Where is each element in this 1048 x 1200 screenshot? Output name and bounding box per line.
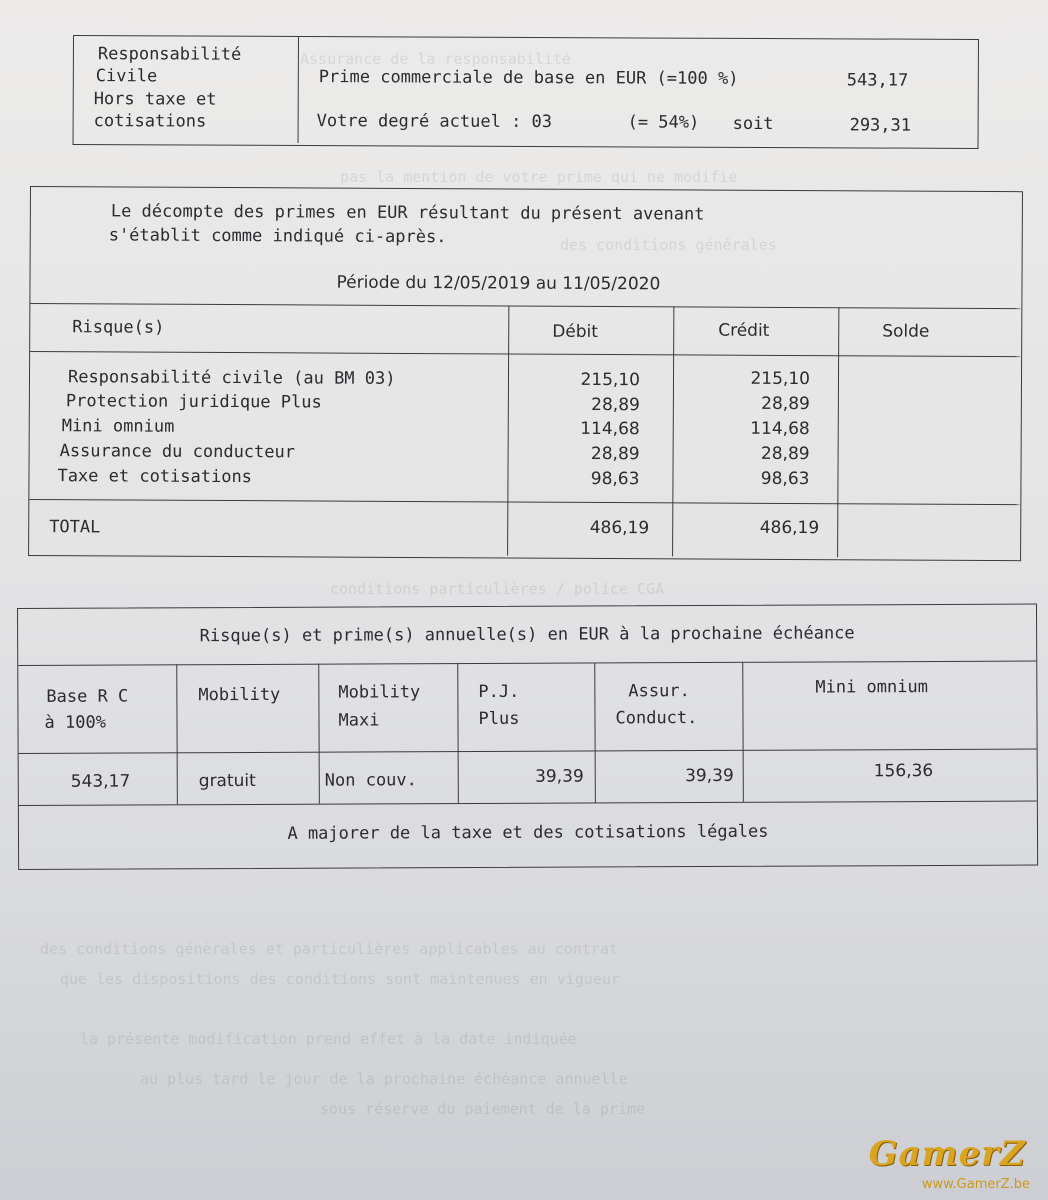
value-mobility-maxi: Non couv. <box>324 770 417 791</box>
total-credit: 486,19 <box>759 517 820 539</box>
col-mobility-maxi-line-2: Maxi <box>338 710 380 731</box>
rc-box <box>73 35 979 149</box>
value-mini-omnium: 156,36 <box>873 761 934 782</box>
decompte-intro-line-2: s'établit comme indiqué ci-après. <box>108 225 447 248</box>
row-debit: 98,63 <box>590 468 640 490</box>
col-base-rc-line-1: Base R C <box>46 686 129 707</box>
annuelles-box <box>17 604 1038 870</box>
row-risque: Protection juridique Plus <box>65 391 322 413</box>
row-risque: Mini omnium <box>61 416 175 437</box>
row-risque: Assurance du conducteur <box>59 441 296 463</box>
col-mobility-maxi-line-1: Mobility <box>338 682 421 703</box>
annuelles-footer: A majorer de la taxe et des cotisations légales <box>287 821 769 844</box>
row-risque: Responsabilité civile (au BM 03) <box>67 367 396 389</box>
rc-label-line-3: Hors taxe et <box>93 89 217 110</box>
decompte-box <box>28 186 1023 561</box>
row-credit: 215,10 <box>750 368 811 390</box>
total-label: TOTAL <box>49 517 101 538</box>
row-debit: 28,89 <box>591 394 640 416</box>
row-credit: 114,68 <box>750 418 810 440</box>
rc-label-line-2: Civile <box>95 66 158 87</box>
value-pj-plus: 39,39 <box>535 766 584 787</box>
header-solde: Solde <box>882 321 930 342</box>
current-degree-label: Votre degré actuel : 03 <box>316 111 553 133</box>
col-assur-conduct-line-2: Conduct. <box>615 708 698 729</box>
row-credit: 98,63 <box>760 468 810 490</box>
annuelles-title: Risque(s) et prime(s) annuelle(s) en EUR à la prochaine échéance <box>199 623 855 647</box>
base-premium-label: Prime commerciale de base en EUR (=100 %) <box>318 67 739 89</box>
value-assur-conduct: 39,39 <box>685 765 734 787</box>
decompte-intro-line-1: Le décompte des primes en EUR résultant du présent avenant <box>110 201 705 225</box>
gamerz-url: www.GamerZ.be <box>921 1177 1030 1192</box>
value-mobility: gratuit <box>198 770 256 792</box>
row-credit: 28,89 <box>761 393 810 415</box>
col-pj-plus-line-2: Plus <box>478 708 520 729</box>
col-base-rc-line-2: à 100% <box>44 712 106 733</box>
col-assur-conduct-line-1: Assur. <box>628 681 690 702</box>
col-mini-omnium: Mini omnium <box>815 677 928 698</box>
current-degree-value: 293,31 <box>849 115 912 136</box>
row-debit: 114,68 <box>580 418 640 440</box>
header-debit: Débit <box>552 321 599 342</box>
total-debit: 486,19 <box>589 517 650 539</box>
value-base-rc: 543,17 <box>70 771 131 792</box>
row-debit: 28,89 <box>590 443 640 465</box>
header-credit: Crédit <box>718 320 770 341</box>
header-risque: Risque(s) <box>72 317 165 338</box>
decompte-periode: Période du 12/05/2019 au 11/05/2020 <box>336 272 661 295</box>
col-mobility: Mobility <box>198 684 281 706</box>
row-credit: 28,89 <box>760 443 810 465</box>
gamerz-logo: GamerZ <box>868 1134 1026 1174</box>
rc-label-line-1: Responsabilité <box>97 44 242 65</box>
row-debit: 215,10 <box>580 369 641 391</box>
rc-label-line-4: cotisations <box>93 111 207 132</box>
col-pj-plus-line-1: P.J. <box>478 681 520 702</box>
current-degree-soit: soit <box>732 113 774 135</box>
base-premium-value: 543,17 <box>846 70 909 91</box>
row-risque: Taxe et cotisations <box>57 466 252 488</box>
current-degree-percent: (= 54%) <box>627 112 700 133</box>
